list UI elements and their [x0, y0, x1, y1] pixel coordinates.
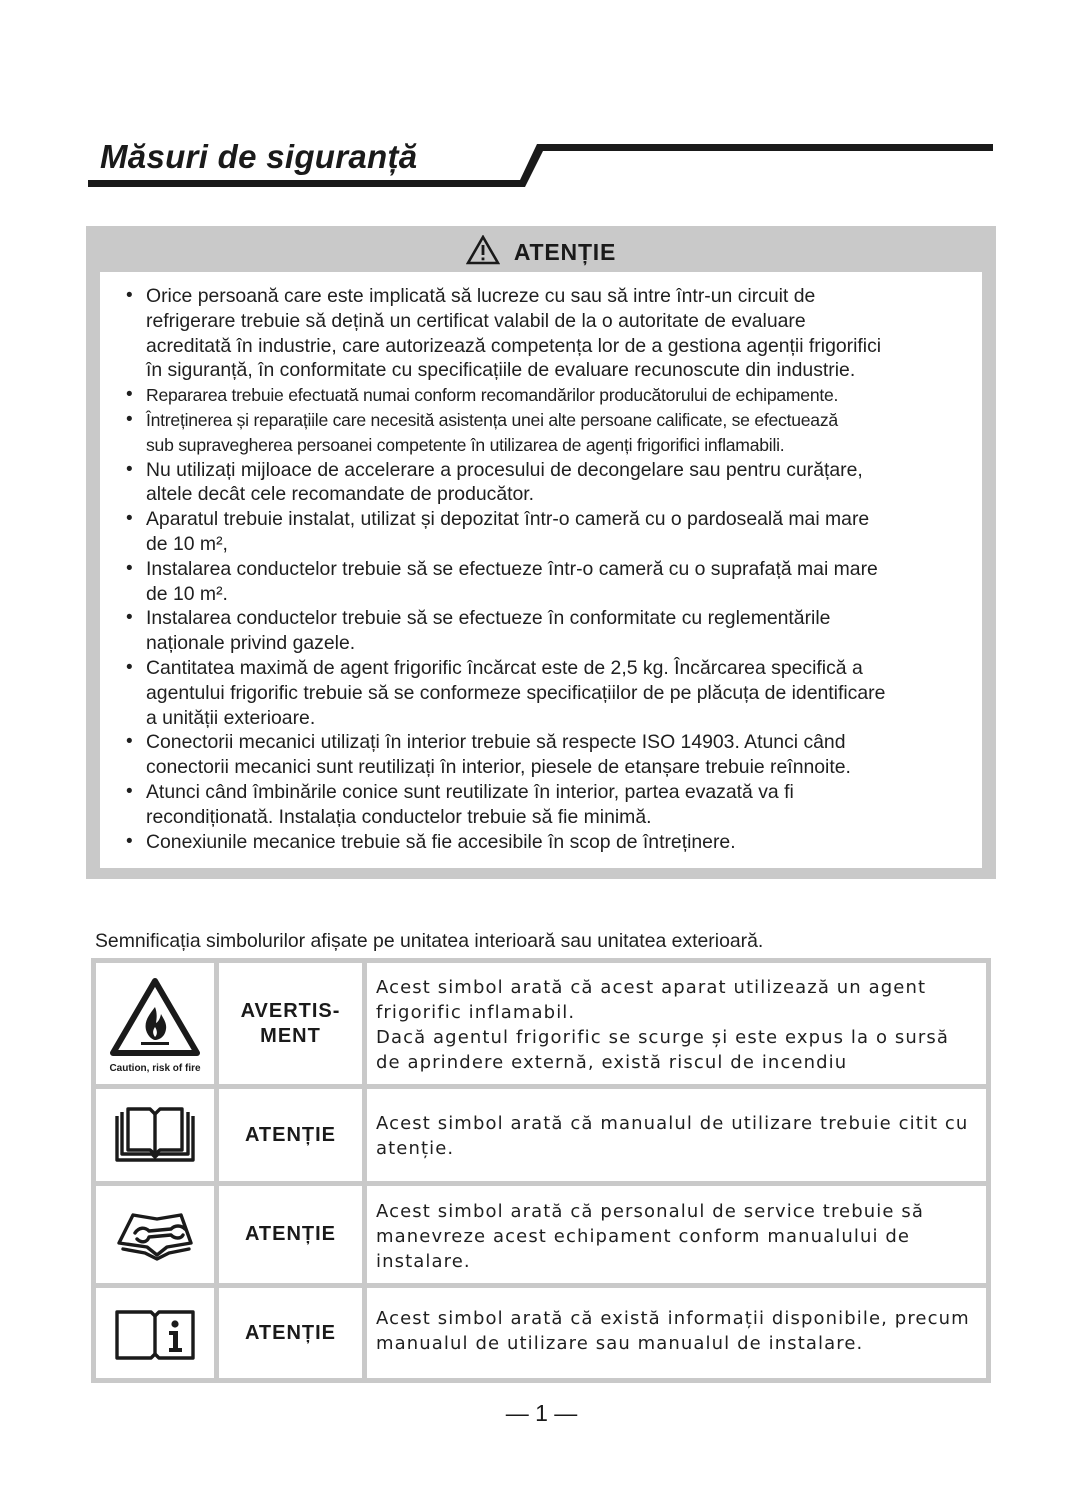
warning-title-text: ATENȚIE [513, 238, 617, 265]
warning-line: • Conexiunile mecanice trebuie să fie accesibile în scop de întreținere. [146, 830, 736, 853]
warning-list [116, 284, 988, 854]
symbol-description: Acest simbol arată că acest aparat utilizează un agent frigorific inflamabil. Dacă agentul frigorific se scurge și este expus la o sursă de aprindere externă, există riscul de incendiu [376, 977, 949, 1073]
warning-line: conectorii mecanici sunt reutilizați în interior, piesele de etanșare trebuie reînnoite. [146, 756, 851, 779]
warning-list-item [116, 284, 988, 383]
warning-line: altele decât cele recomandate de producător. [146, 483, 535, 506]
symbol-label: ATENȚIE [244, 1123, 337, 1146]
warning-line: • Întreținerea și reparațiile care necesită asistența unei alte persoane calificate, se efectuează [146, 409, 838, 430]
warning-line: recondiționată. Instalația conductelor trebuie să fie minimă. [146, 805, 652, 828]
table-row [96, 1089, 986, 1181]
warning-box [86, 226, 996, 879]
symbol-label: ATENȚIE [244, 1321, 337, 1344]
warning-list-item [116, 830, 988, 855]
warning-line: agentului frigorific trebuie să se conformeze specificațiilor de pe plăcuța de identificare [146, 681, 886, 704]
symbol-description: Acest simbol arată că există informații disponibile, precum manualul de utilizare sau manualul de instalare. [376, 1308, 970, 1354]
table-row [96, 1288, 986, 1378]
warning-list-item [116, 408, 988, 458]
warning-line: • Aparatul trebuie instalat, utilizat și depozitat într-o cameră cu o pardoseală mai mare [146, 508, 870, 531]
warning-list-item [116, 458, 988, 508]
symbol-label: ATENȚIE [244, 1223, 337, 1245]
warning-list-item [116, 730, 988, 780]
warning-line: • Instalarea conductelor trebuie să se efectueze într-o cameră cu o suprafață mai mare [146, 557, 878, 580]
warning-list-item [116, 383, 988, 408]
warning-line: • Instalarea conductelor trebuie să se efectueze în conformitate cu reglementările [146, 607, 831, 630]
symbol-label: AVERTIS- MENT [240, 999, 341, 1047]
warning-line: sub supravegherea persoanei competente în utilizarea de agenți frigorifici inflamabili. [146, 434, 785, 455]
warning-line: naționale privind gazele. [146, 632, 356, 655]
symbol-description: Acest simbol arată că personalul de service trebuie să manevreze acest echipament conform manualului de instalare. [376, 1201, 924, 1272]
page-number: — 1 — [505, 1400, 578, 1426]
warning-line: de 10 m², [146, 532, 228, 555]
info-manual-icon [113, 1304, 197, 1362]
warning-line: • Cantitatea maximă de agent frigorific încărcat este de 2,5 kg. Încărcarea specifică a [146, 656, 863, 679]
warning-line: în siguranță, în conformitate cu specificațiile de evaluare recunoscute din industrie. [146, 359, 856, 382]
warning-line: refrigerare trebuie să dețină un certificat valabil de la o autoritate de evaluare [146, 309, 806, 332]
warning-list-item [116, 507, 988, 557]
warning-line: • Atunci când îmbinările conice sunt reutilizate în interior, partea evazată va fi [146, 780, 794, 803]
warning-list-item [116, 780, 988, 830]
fire-warning-icon [109, 977, 201, 1057]
warning-line: acreditată în industrie, care autorizează competența lor de a gestiona agenții frigorifici [146, 334, 882, 357]
warning-content [100, 272, 982, 868]
symbols-table [91, 958, 991, 1383]
warning-line: • Orice persoană care este implicată să lucreze cu sau să intre într-un circuit de [146, 285, 816, 307]
symbols-caption: Semnificația simbolurilor afișate pe unitatea interioară sau unitatea exterioară. [95, 930, 764, 952]
warning-line: • Nu utilizați mijloace de accelerare a procesului de decongelare sau pentru curățare, [146, 458, 863, 481]
page-header [88, 130, 993, 192]
warning-list-item [116, 656, 988, 730]
warning-line: • Repararea trebuie efectuată numai conform recomandărilor producătorului de echipamente. [146, 385, 839, 406]
service-manual-icon [115, 1209, 195, 1261]
table-row [96, 1186, 986, 1283]
warning-triangle-icon [466, 235, 500, 265]
page-title: Măsuri de siguranță [100, 138, 418, 175]
warning-title [86, 226, 996, 272]
fire-warning-caption: Caution, risk of fire [109, 1063, 201, 1074]
manual-book-icon [112, 1106, 198, 1164]
warning-list-item [116, 557, 988, 607]
warning-line: • Conectorii mecanici utilizați în interior trebuie să respecte ISO 14903. Atunci când [146, 731, 846, 754]
warning-line: de 10 m². [146, 582, 228, 605]
warning-list-item [116, 606, 988, 656]
table-row [96, 963, 986, 1084]
warning-line: a unității exterioare. [146, 706, 316, 729]
symbol-description: Acest simbol arată că manualul de utilizare trebuie citit cu atenție. [376, 1113, 969, 1159]
